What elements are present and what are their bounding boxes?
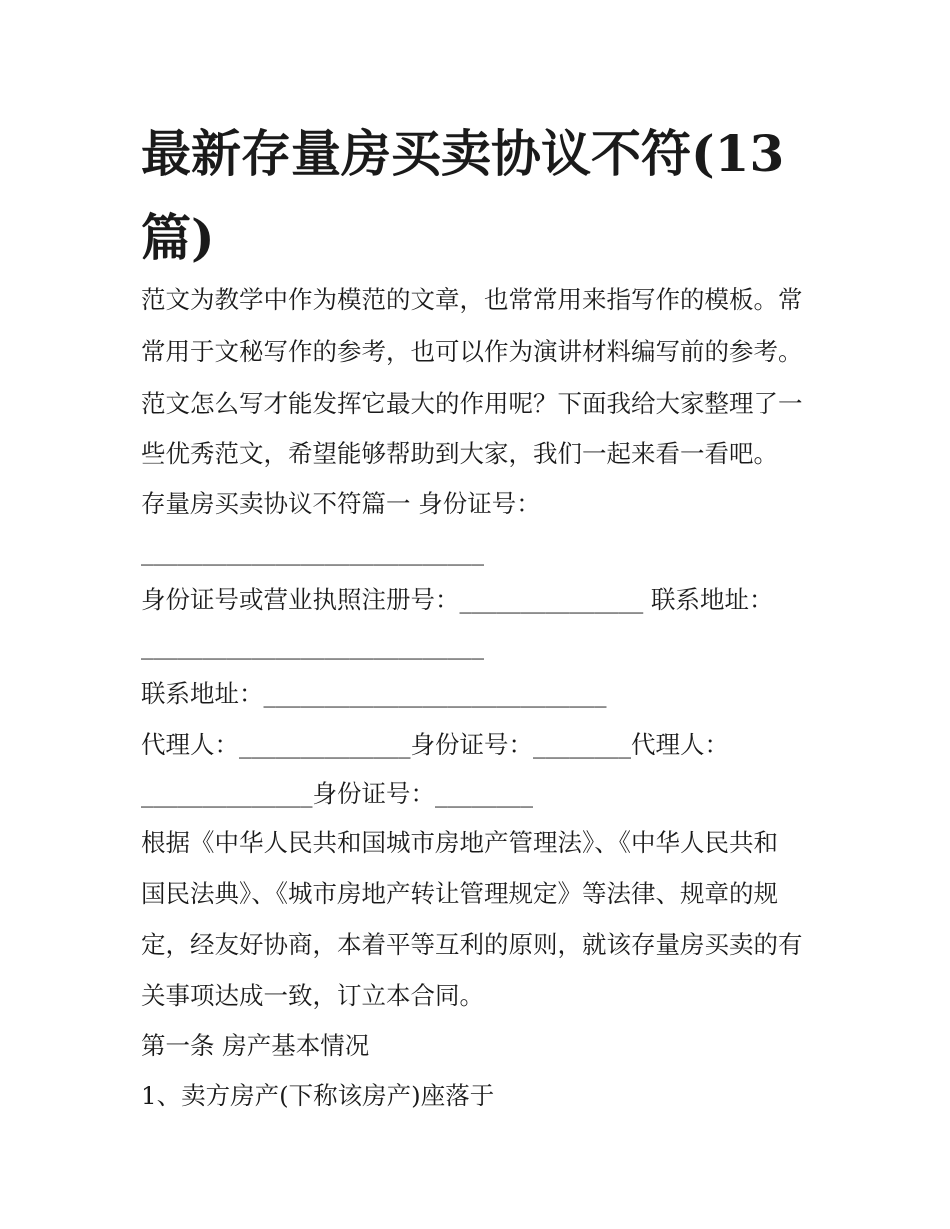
article-one-heading: 第一条 房产基本情况 (141, 1031, 370, 1060)
intro-line-4: 些优秀范文，希望能够帮助到大家，我们一起来看一看吧。 (141, 439, 778, 468)
section-one-heading: 存量房买卖协议不符篇一 身份证号： (141, 489, 541, 518)
article-one-item-1: 1、卖方房产(下称该房产)座落于 (141, 1081, 495, 1110)
legal-basis-line-2: 国民法典》、《城市房地产转让管理规定》等法律、规章的规 (141, 879, 778, 908)
intro-line-2: 常用于文秘写作的参考，也可以作为演讲材料编写前的参考。 (141, 337, 803, 366)
title-line-1: 最新存量房买卖协议不符(13 (141, 124, 785, 183)
registration-number-line: 身份证号或营业执照注册号：_______________ 联系地址： (141, 585, 774, 614)
intro-line-1: 范文为教学中作为模范的文章，也常常用来指写作的模板。常 (141, 285, 803, 314)
legal-basis-line-4: 关事项达成一致，订立本合同。 (141, 981, 484, 1010)
legal-basis-line-1: 根据《中华人民共和国城市房地产管理法》、《中华人民共和 (141, 828, 778, 857)
agent-line-2: ______________身份证号：________ (141, 779, 533, 808)
id-number-blank: ____________________________ (141, 537, 484, 566)
agent-line-1: 代理人：______________身份证号：________代理人： (141, 730, 729, 759)
legal-basis-line-3: 定，经友好协商，本着平等互利的原则，就该存量房买卖的有 (141, 930, 803, 959)
title-line-2: 篇) (141, 208, 215, 267)
address-blank: ____________________________ (141, 631, 484, 660)
contact-address-line: 联系地址：____________________________ (141, 679, 607, 708)
intro-line-3: 范文怎么写才能发挥它最大的作用呢？下面我给大家整理了一 (141, 389, 803, 418)
document-title (141, 112, 821, 280)
